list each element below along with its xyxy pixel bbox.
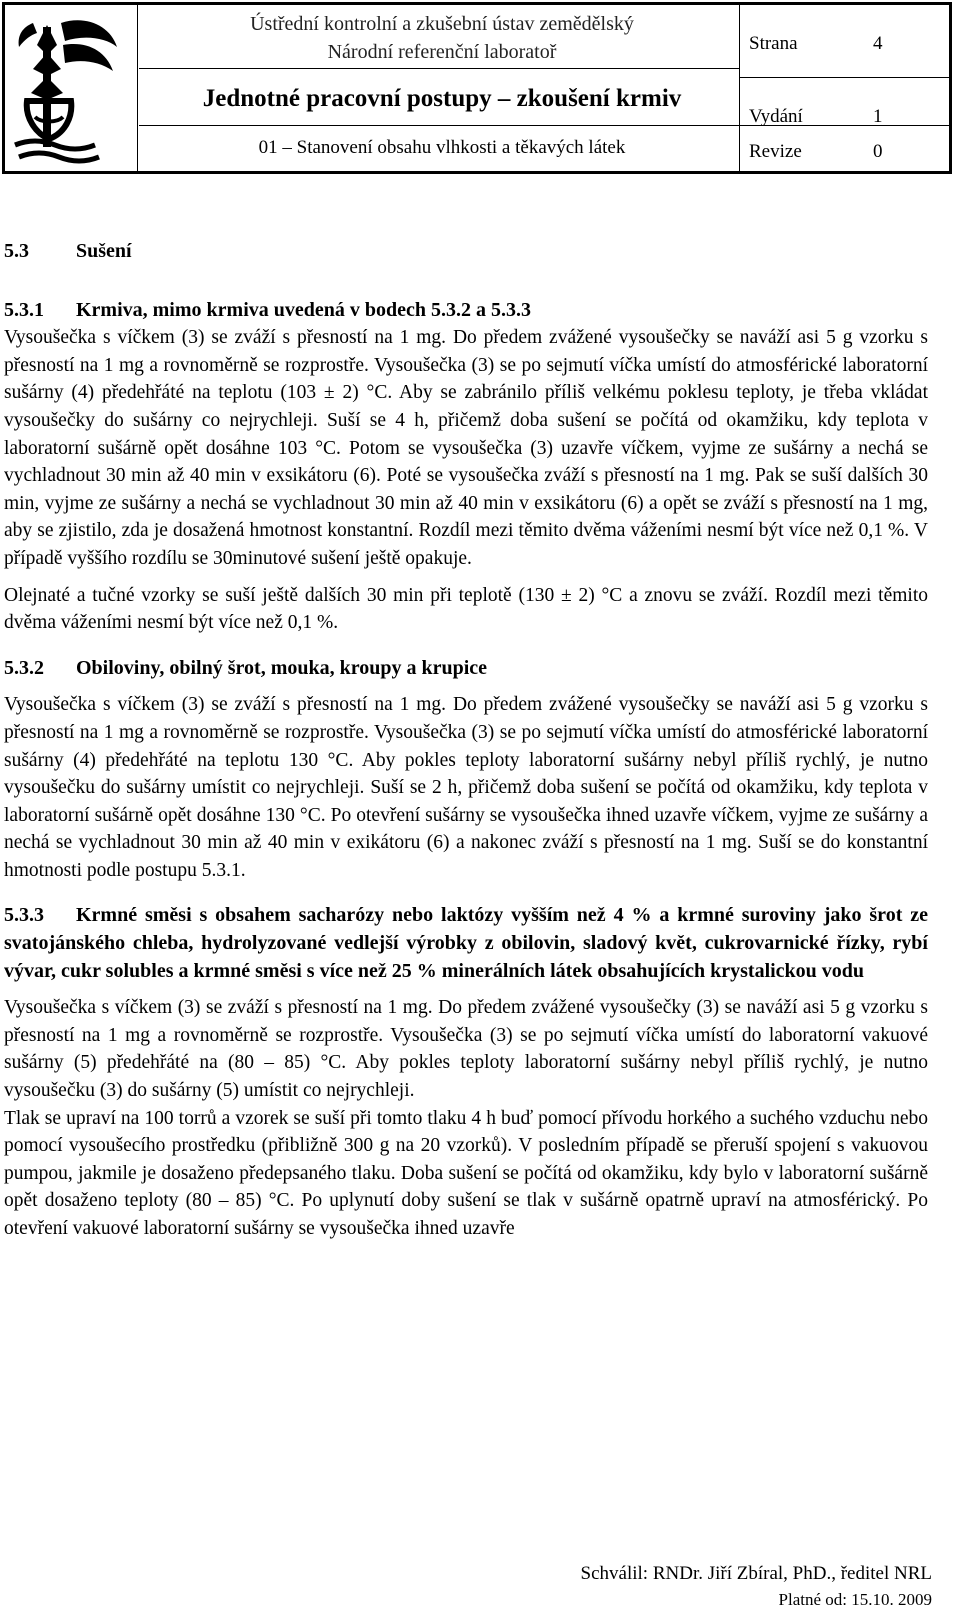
document-body bbox=[4, 238, 928, 1243]
document-subtitle: 01 – Stanovení obsahu vlhkosti a těkavých látek bbox=[258, 137, 626, 158]
section-heading-5-3-2 bbox=[4, 655, 928, 683]
revision-label: Revize bbox=[749, 141, 802, 162]
page-number: 4 bbox=[873, 33, 883, 54]
institute-name: Ústřední kontrolní a zkušební ústav zemědělský bbox=[250, 13, 634, 35]
page-label: Strana bbox=[749, 33, 798, 54]
document-header bbox=[2, 2, 952, 174]
document-title: Jednotné pracovní postupy – zkoušení krmiv bbox=[202, 85, 682, 112]
paragraph: Vysoušečka s víčkem (3) se zváží s přesností na 1 mg. Do předem zvážené vysoušečky se naváží asi 5 g vzorku s přesností na 1 mg a rovnoměrně se rozprostře. Vysoušečka (3) se po sejmutí víčka umístí do atmosférické laboratorní sušárny (4) předehřáté na teplotu 130 °C. Aby pokles teploty laboratorní sušárny nebyl příliš rychlý, je nutno vysoušečku do sušárny umístit co nejrychleji. Suší se 2 h, přičemž doba sušení se počítá od okamžiku, kdy teplota v laboratorní sušárně opět dosáhne 130 °C. Po otevření sušárny se vysoušečka ihned uzavře víčkem, vyjme ze sušárny a nechá se vychladnout 30 min až 40 min v exikátoru (6) a nakonec zváží s přesností na 1 mg. Suší se do konstantní hmotnosti podle postupu 5.3.1. bbox=[4, 694, 928, 881]
approval-note: Schválil: RNDr. Jiří Zbíral, PhD., ředitel NRL bbox=[580, 1563, 932, 1584]
edition-label: Vydání bbox=[749, 106, 803, 127]
section-number: 5.3.1 bbox=[4, 298, 44, 321]
edition-number: 1 bbox=[873, 106, 883, 127]
section-heading-5-3-3 bbox=[4, 902, 928, 985]
section-title: Sušení bbox=[76, 240, 132, 262]
revision-number: 0 bbox=[873, 141, 883, 162]
institute-logo-icon bbox=[5, 5, 137, 171]
section-title: Krmiva, mimo krmiva uvedená v bodech 5.3.2 a 5.3.3 bbox=[76, 298, 531, 321]
laboratory-name: Národní referenční laboratoř bbox=[327, 41, 557, 63]
section-number: 5.3.2 bbox=[4, 656, 44, 679]
section-title: Krmné směsi s obsahem sacharózy nebo laktózy vyšším než 4 % a krmné suroviny jako šrot ze svatojánského chleba, hydrolyzované vedlejší výrobky z obilovin, sladový květ, cukrovarnické řízky, rybí vývar, cukr solubles a krmné směsi s více než 25 % minerálních látek obsahujících krystalickou vodu bbox=[4, 904, 928, 982]
section-number: 5.3.3 bbox=[4, 904, 44, 927]
section-heading-5-3 bbox=[4, 238, 928, 266]
paragraph: Vysoušečka s víčkem (3) se zváží s přesností na 1 mg. Do předem zvážené vysoušečky (3) se naváží asi 5 g vzorku s přesností na 1 mg a rovnoměrně se rozprostře. Vysoušečka (3) se po sejmutí víčka umístí do laboratorní vakuové sušárny (5) předehřáté na (80 – 85) °C. Aby pokles teploty laboratorní sušárny nebyl příliš rychlý, je nutno vysoušečku (3) do sušárny (5) umístit co nejrychleji. bbox=[4, 997, 928, 1102]
section-heading-5-3-1 bbox=[4, 297, 928, 325]
paragraph: Olejnaté a tučné vzorky se suší ještě dalších 30 min při teplotě (130 ± 2) °C a znovu se zváží. Rozdíl mezi těmito dvěma váženími nesmí být více než 0,1 %. bbox=[4, 584, 928, 634]
paragraph: Tlak se upraví na 100 torrů a vzorek se suší při tomto tlaku 4 h buď pomocí přívodu horkého a suchého vzduchu nebo pomocí vysoušecího prostředku (přibližně 300 g na 20 vzorků). V posledním případě se přeruší spojení s vakuovou pumpou, jakmile je dosaženo předepsaného tlaku. Doba sušení se počítá od okamžiku, kdy bylo v laboratorní sušárně opět dosaženo teploty (80 – 85) °C. Po uplynutí doby sušení se tlak v sušárně opatrně upraví na atmosférický. Po otevření vakuové laboratorní sušárny se vysoušečka ihned uzavře bbox=[4, 1107, 928, 1239]
section-number: 5.3 bbox=[4, 240, 29, 262]
section-title: Obiloviny, obilný šrot, mouka, kroupy a krupice bbox=[76, 656, 488, 679]
paragraph: Vysoušečka s víčkem (3) se zváží s přesností na 1 mg. Do předem zvážené vysoušečky se naváží asi 5 g vzorku s přesností na 1 mg a rovnoměrně se rozprostře. Vysoušečka (3) se po sejmutí víčka umístí do atmosférické laboratorní sušárny (4) předehřáté na teplotu (103 ± 2) °C. Aby se zabránilo příliš velkému poklesu teploty, je třeba vkládat vysoušečky do sušárny co nejrychleji. Suší se 4 h, přičemž doba sušení se počítá od okamžiku, kdy teplota v laboratorní sušárně opět dosáhne 103 °C. Potom se vysoušečka (3) uzavře víčkem, vyjme ze sušárny a nechá se vychladnout 30 min až 40 min v exsikátoru (6). Poté se vysoušečka zváží s přesností na 1 mg. Pak se suší dalších 30 min, vyjme ze sušárny a nechá se vychladnout 30 min až 40 min v exsikátoru (6) a opět se zváží s přesností na 1 mg, aby se zjistilo, zda je dosažená hmotnost konstantní. Rozdíl mezi těmito dvěma váženími nesmí být více než 0,1 %. V případě vyššího rozdílu se 30minutové sušení ještě opakuje. bbox=[4, 327, 928, 569]
valid-from-date: Platné od: 15.10. 2009 bbox=[778, 1590, 932, 1609]
